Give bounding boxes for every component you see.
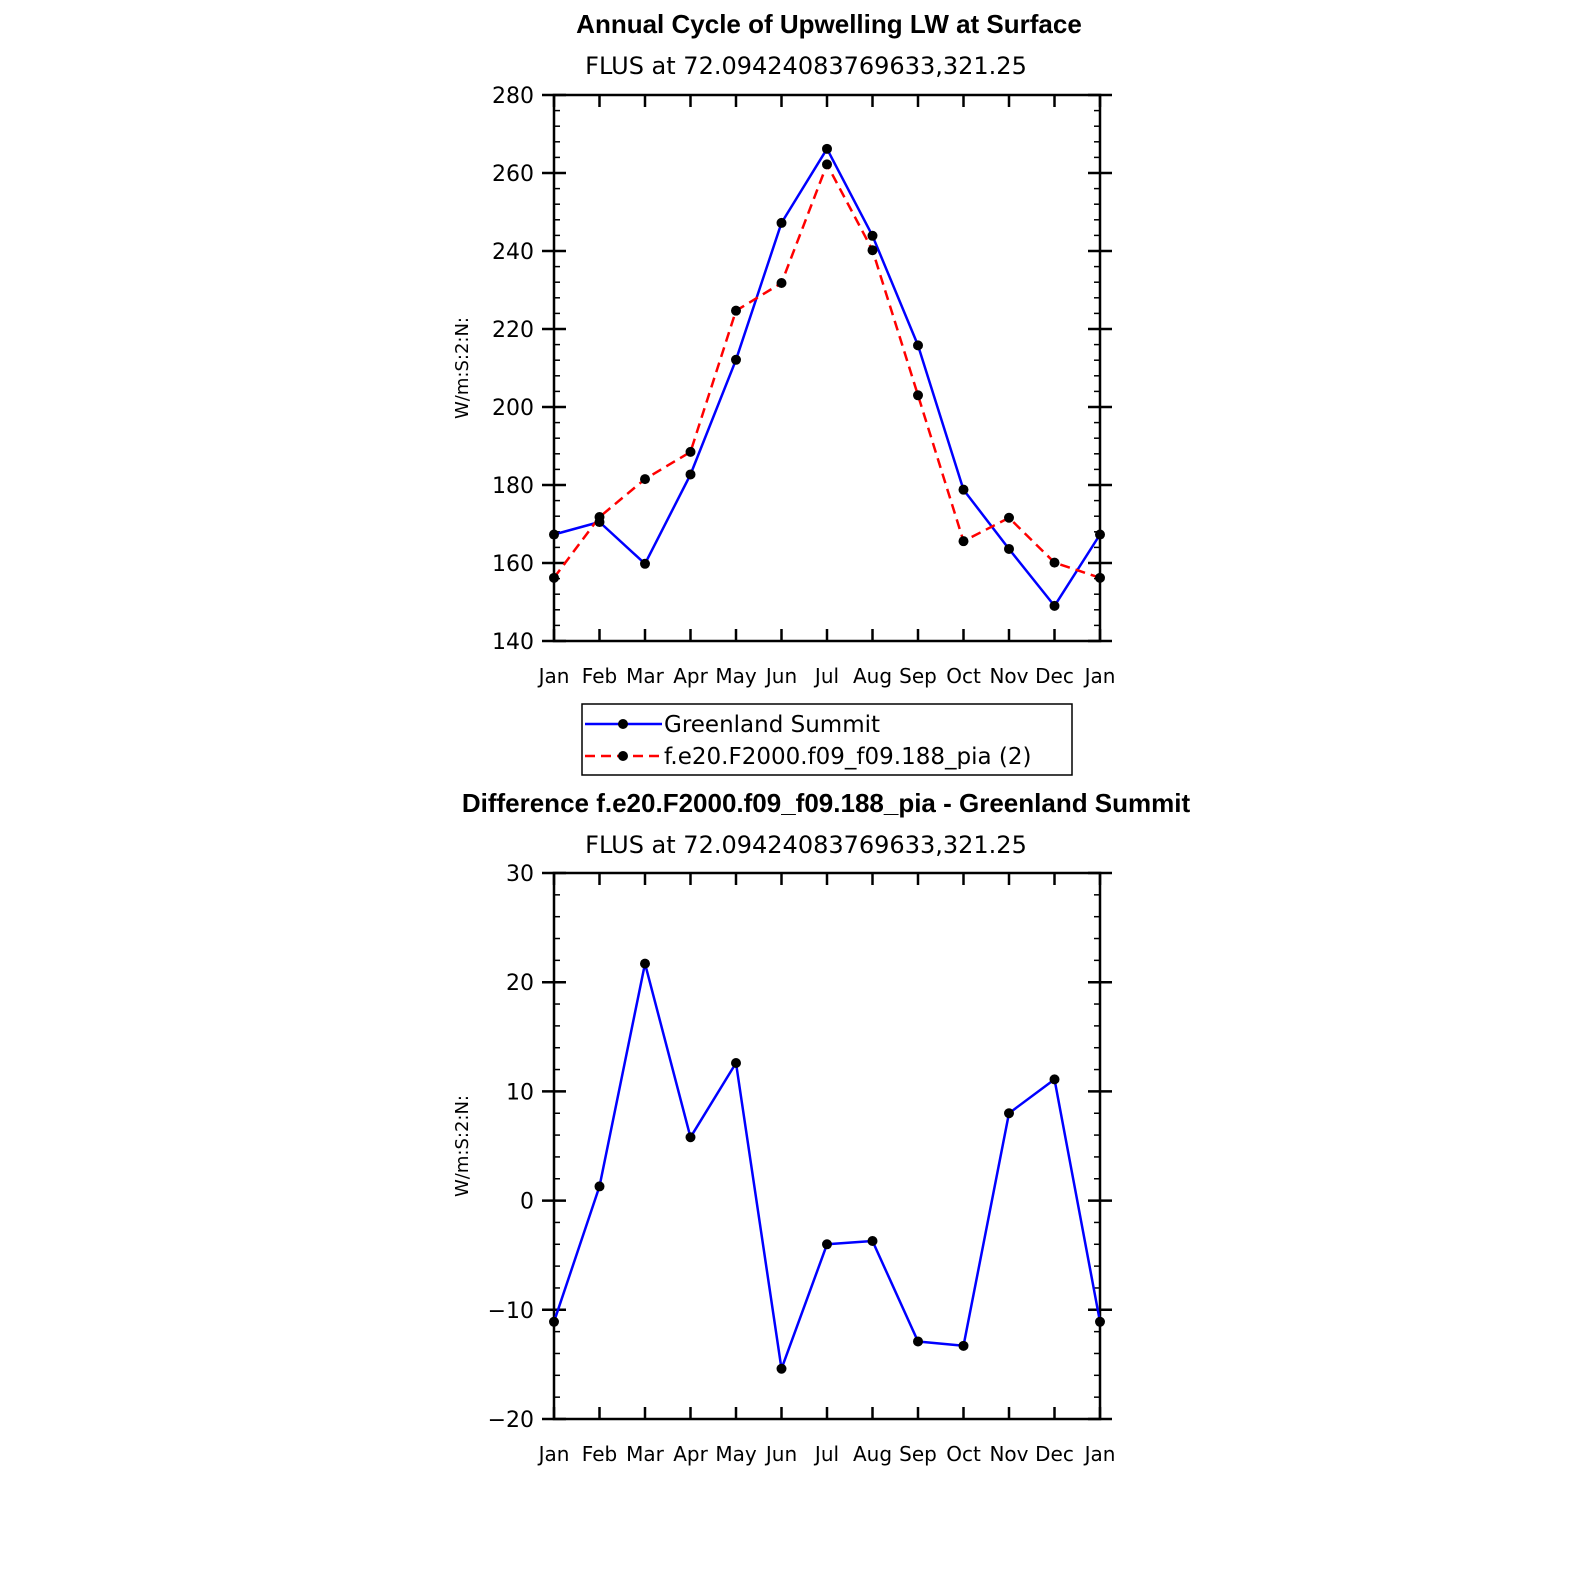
y-tick-label: 200 <box>492 396 534 421</box>
y-tick-label: −10 <box>487 1298 534 1324</box>
x-tick-label: Jan <box>1084 664 1116 688</box>
y-axis-title: W/m:S:2:N: <box>452 1095 473 1197</box>
x-tick-label: Mar <box>626 1442 664 1466</box>
x-tick-label: Mar <box>626 664 664 688</box>
y-axis-title: W/m:S:2:N: <box>452 317 473 419</box>
legend-label-greenland-summit: Greenland Summit <box>664 712 881 738</box>
data-point-series-1 <box>868 245 878 255</box>
data-point-series-0 <box>686 1132 696 1142</box>
data-point-series-1 <box>1095 573 1105 583</box>
data-point-series-1 <box>822 159 832 169</box>
plot-frame <box>554 873 1100 1419</box>
x-tick-label: Jun <box>765 1442 798 1466</box>
annual-cycle-panel <box>452 9 1115 775</box>
data-point-series-1 <box>913 390 923 400</box>
data-point-series-1 <box>777 278 787 288</box>
x-tick-label: Oct <box>946 664 981 688</box>
data-point-series-1 <box>1004 513 1014 523</box>
x-tick-label: Jun <box>765 664 798 688</box>
x-tick-label: Jan <box>538 664 570 688</box>
y-tick-label: 30 <box>506 862 534 887</box>
axis-ticks <box>542 873 1112 1419</box>
x-tick-label: Jan <box>1084 1442 1116 1466</box>
y-tick-label: −20 <box>487 1408 534 1433</box>
y-tick-label: 0 <box>520 1189 534 1215</box>
y-tick-label: 260 <box>492 162 534 187</box>
data-point-series-0 <box>1095 530 1105 540</box>
data-point-series-0 <box>640 959 650 969</box>
x-tick-label: Feb <box>581 1442 618 1466</box>
data-point-series-0 <box>640 559 650 569</box>
data-point-series-1 <box>549 573 559 583</box>
data-point-series-0 <box>549 1317 559 1327</box>
x-tick-label: Jul <box>814 1442 840 1466</box>
data-point-series-0 <box>959 1341 969 1351</box>
x-tick-label: Feb <box>581 664 618 688</box>
y-axis-labels <box>492 84 534 655</box>
data-point-series-0 <box>822 144 832 154</box>
x-tick-label: Aug <box>852 664 893 688</box>
data-point-series-0 <box>549 530 559 540</box>
y-tick-label: 160 <box>492 552 534 577</box>
x-tick-label: May <box>715 664 757 688</box>
x-tick-label: Sep <box>899 664 937 688</box>
data-point-series-0 <box>731 355 741 365</box>
legend <box>582 704 1072 775</box>
data-point-series-0 <box>913 1336 923 1346</box>
x-tick-label: Nov <box>989 664 1029 688</box>
data-point-series-0 <box>777 218 787 228</box>
y-tick-label: 10 <box>506 1080 534 1106</box>
x-tick-label: Oct <box>946 1442 981 1466</box>
x-axis-labels <box>537 1442 1116 1466</box>
chart-title: Difference f.e20.F2000.f09_f09.188_pia - Greenland Summit <box>461 788 1191 818</box>
data-point-series-0 <box>731 1058 741 1068</box>
data-point-series-1 <box>595 512 605 522</box>
chart-title: Annual Cycle of Upwelling LW at Surface <box>576 9 1082 39</box>
data-point-series-0 <box>1050 601 1060 611</box>
x-tick-label: Nov <box>989 1442 1029 1466</box>
y-tick-label: 220 <box>492 318 534 343</box>
data-point-series-0 <box>1050 1074 1060 1084</box>
data-point-series-1 <box>1050 558 1060 568</box>
y-tick-label: 180 <box>492 474 534 499</box>
x-tick-label: Sep <box>899 1442 937 1466</box>
x-tick-label: Apr <box>673 1442 708 1466</box>
series-group <box>549 959 1105 1374</box>
y-tick-label: 20 <box>506 971 534 997</box>
data-point-series-0 <box>868 231 878 241</box>
data-point-series-1 <box>686 447 696 457</box>
data-point-series-0 <box>777 1364 787 1374</box>
series-line-0 <box>554 964 1100 1369</box>
x-tick-label: Dec <box>1035 1442 1074 1466</box>
series-line-0 <box>554 149 1100 606</box>
legend-marker-greenland-summit <box>618 719 628 729</box>
x-tick-label: Apr <box>673 664 708 688</box>
y-tick-label: 140 <box>492 630 534 655</box>
y-tick-label: 280 <box>492 84 534 109</box>
legend-label-model: f.e20.F2000.f09_f09.188_pia (2) <box>664 744 1032 770</box>
data-point-series-0 <box>868 1236 878 1246</box>
y-tick-label: 240 <box>492 240 534 265</box>
data-point-series-1 <box>731 306 741 316</box>
legend-marker-model <box>618 751 628 761</box>
data-point-series-0 <box>959 485 969 495</box>
x-tick-label: Jan <box>538 1442 570 1466</box>
data-point-series-0 <box>1004 1108 1014 1118</box>
data-point-series-0 <box>822 1239 832 1249</box>
x-tick-label: Dec <box>1035 664 1074 688</box>
difference-panel <box>452 788 1190 1466</box>
data-point-series-0 <box>686 469 696 479</box>
data-point-series-0 <box>1095 1317 1105 1327</box>
x-tick-label: May <box>715 1442 757 1466</box>
data-point-series-0 <box>595 1181 605 1191</box>
chart-subtitle: FLUS at 72.09424083769633,321.25 <box>585 831 1027 859</box>
axis-ticks <box>542 95 1112 641</box>
x-tick-label: Aug <box>852 1442 893 1466</box>
series-line-1 <box>554 164 1100 577</box>
series-group <box>549 144 1105 611</box>
data-point-series-1 <box>640 474 650 484</box>
x-axis-labels <box>537 664 1116 688</box>
y-axis-labels <box>488 862 534 1433</box>
data-point-series-1 <box>959 536 969 546</box>
x-tick-label: Jul <box>814 664 840 688</box>
data-point-series-0 <box>1004 544 1014 554</box>
chart-subtitle: FLUS at 72.09424083769633,321.25 <box>585 52 1027 80</box>
data-point-series-0 <box>913 340 923 350</box>
